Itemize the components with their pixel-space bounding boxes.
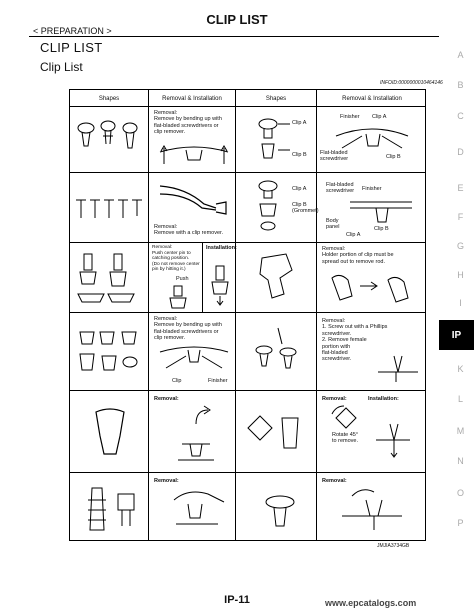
index-letter[interactable]: F (457, 212, 464, 222)
removal-text: Removal: Holder portion of clip must be spread out to remove rod. (322, 246, 394, 265)
header-removal: Removal & Installation (342, 96, 402, 102)
section-heading: CLIP LIST (40, 40, 103, 55)
clip-removal-illustration (346, 194, 416, 228)
callout-label: Finisher (362, 186, 382, 192)
clip-removal-illustration (156, 140, 232, 170)
figure-code: JMJIA3734GB (377, 543, 410, 549)
clip-removal-illustration (332, 122, 412, 152)
clip-removal-illustration (166, 404, 230, 470)
page-number: IP-11 (224, 594, 250, 606)
col-divider (202, 242, 203, 312)
side-index (447, 0, 474, 560)
callout-label: Clip B (Grommet) (292, 202, 319, 214)
removal-text: Removal: Push center pin to catching position. (Do not remove center pin by hitting it.) (152, 245, 200, 273)
row-divider (70, 312, 425, 313)
removal-text: Removal: Remove by bending up with flat-bladed screwdrivers or clip remover. (154, 110, 222, 136)
index-letter[interactable]: L (457, 394, 463, 404)
index-letter[interactable]: N (457, 456, 464, 466)
removal-label: Removal: (322, 478, 347, 484)
index-letter[interactable]: D (457, 147, 464, 157)
callout-label: Flat-bladed screwdriver (320, 150, 349, 162)
clip-shapes-illustration (250, 322, 310, 382)
install-pin-illustration (208, 260, 232, 306)
callout-label: Clip B (292, 152, 307, 158)
clip-removal-illustration (374, 352, 422, 386)
index-letter[interactable]: P (457, 518, 464, 528)
callout-label: Clip (172, 378, 182, 384)
index-letter[interactable]: I (459, 298, 462, 308)
clip-shapes-illustration (74, 114, 146, 166)
installation-label: Installation: (206, 245, 237, 251)
index-letter[interactable]: M (456, 426, 465, 436)
clip-shapes-illustration (74, 324, 146, 380)
index-letter[interactable]: B (457, 80, 464, 90)
callout-label: Body panel (326, 218, 340, 230)
index-letter[interactable]: A (457, 50, 464, 60)
index-letter[interactable]: O (456, 488, 464, 498)
header-rule (29, 36, 439, 37)
row-divider (70, 172, 425, 173)
clip-remover-tool-illustration (156, 178, 232, 220)
push-pin-illustration (162, 284, 198, 310)
clip-removal-illustration (158, 344, 230, 374)
removal-label: Removal: (154, 396, 179, 402)
row-divider (70, 390, 425, 391)
removal-text: Removal: 1. Screw out with a Phillips screwdriver. 2. Remove female portion with flat-bladed screwdriver. (322, 318, 388, 363)
rotate-illustration (328, 404, 364, 432)
removal-text: Removal: Remove by bending up with flat-bladed screwdrivers or clip remover. (154, 316, 222, 342)
clip-removal-illustration (324, 270, 420, 308)
page-title: CLIP LIST (206, 12, 268, 27)
callout-label: Finisher (208, 378, 228, 384)
callout-label: Flat-bladed screwdriver (326, 182, 355, 194)
clip-shapes-illustration (250, 490, 310, 534)
installation-illustration (370, 410, 420, 468)
index-letter[interactable]: H (457, 270, 464, 280)
clip-removal-illustration (332, 486, 418, 538)
clip-shapes-illustration (242, 408, 310, 466)
header-shapes: Shapes (98, 96, 120, 102)
callout-label: Clip A (346, 232, 361, 238)
rotate-note: Rotate 45° to remove. (332, 432, 359, 445)
removal-label: Removal: (154, 478, 179, 484)
row-divider (70, 472, 425, 473)
callout-label: Clip A (292, 120, 307, 126)
callout-label: Finisher (340, 114, 360, 120)
section-tab-label: < PREPARATION > (33, 26, 112, 36)
removal-text: Removal: Remove with a clip remover. (154, 224, 224, 237)
push-label: Push (176, 276, 189, 282)
clip-shapes-illustration (74, 250, 146, 308)
clip-shapes-illustration (256, 250, 302, 304)
callout-label: Clip B (386, 154, 401, 160)
removal-label: Removal: (322, 396, 347, 402)
clip-table (69, 89, 426, 541)
clip-shapes-illustration (80, 406, 140, 462)
clip-shapes-illustration (74, 194, 146, 224)
index-letter[interactable]: E (457, 183, 464, 193)
callout-label: Clip B (374, 226, 389, 232)
section-tab-ip[interactable]: IP (439, 320, 474, 350)
installation-label: Installation: (368, 396, 399, 402)
index-letter[interactable]: K (457, 364, 464, 374)
index-letter[interactable]: G (456, 241, 464, 251)
callout-label: Clip A (292, 186, 307, 192)
header-removal: Removal & Installation (162, 96, 222, 102)
clip-shapes-illustration (78, 480, 144, 538)
row-divider (70, 242, 425, 243)
footer-watermark: www.epcatalogs.com (325, 598, 417, 608)
clip-removal-illustration (168, 484, 230, 538)
subsection-heading: Clip List (40, 60, 83, 74)
callout-label: Clip A (372, 114, 387, 120)
info-id: INFOID:0000000010464146 (380, 80, 443, 86)
header-shapes: Shapes (265, 96, 287, 102)
row-divider (70, 106, 425, 107)
index-letter[interactable]: C (457, 111, 464, 121)
section-breadcrumb (33, 26, 112, 36)
